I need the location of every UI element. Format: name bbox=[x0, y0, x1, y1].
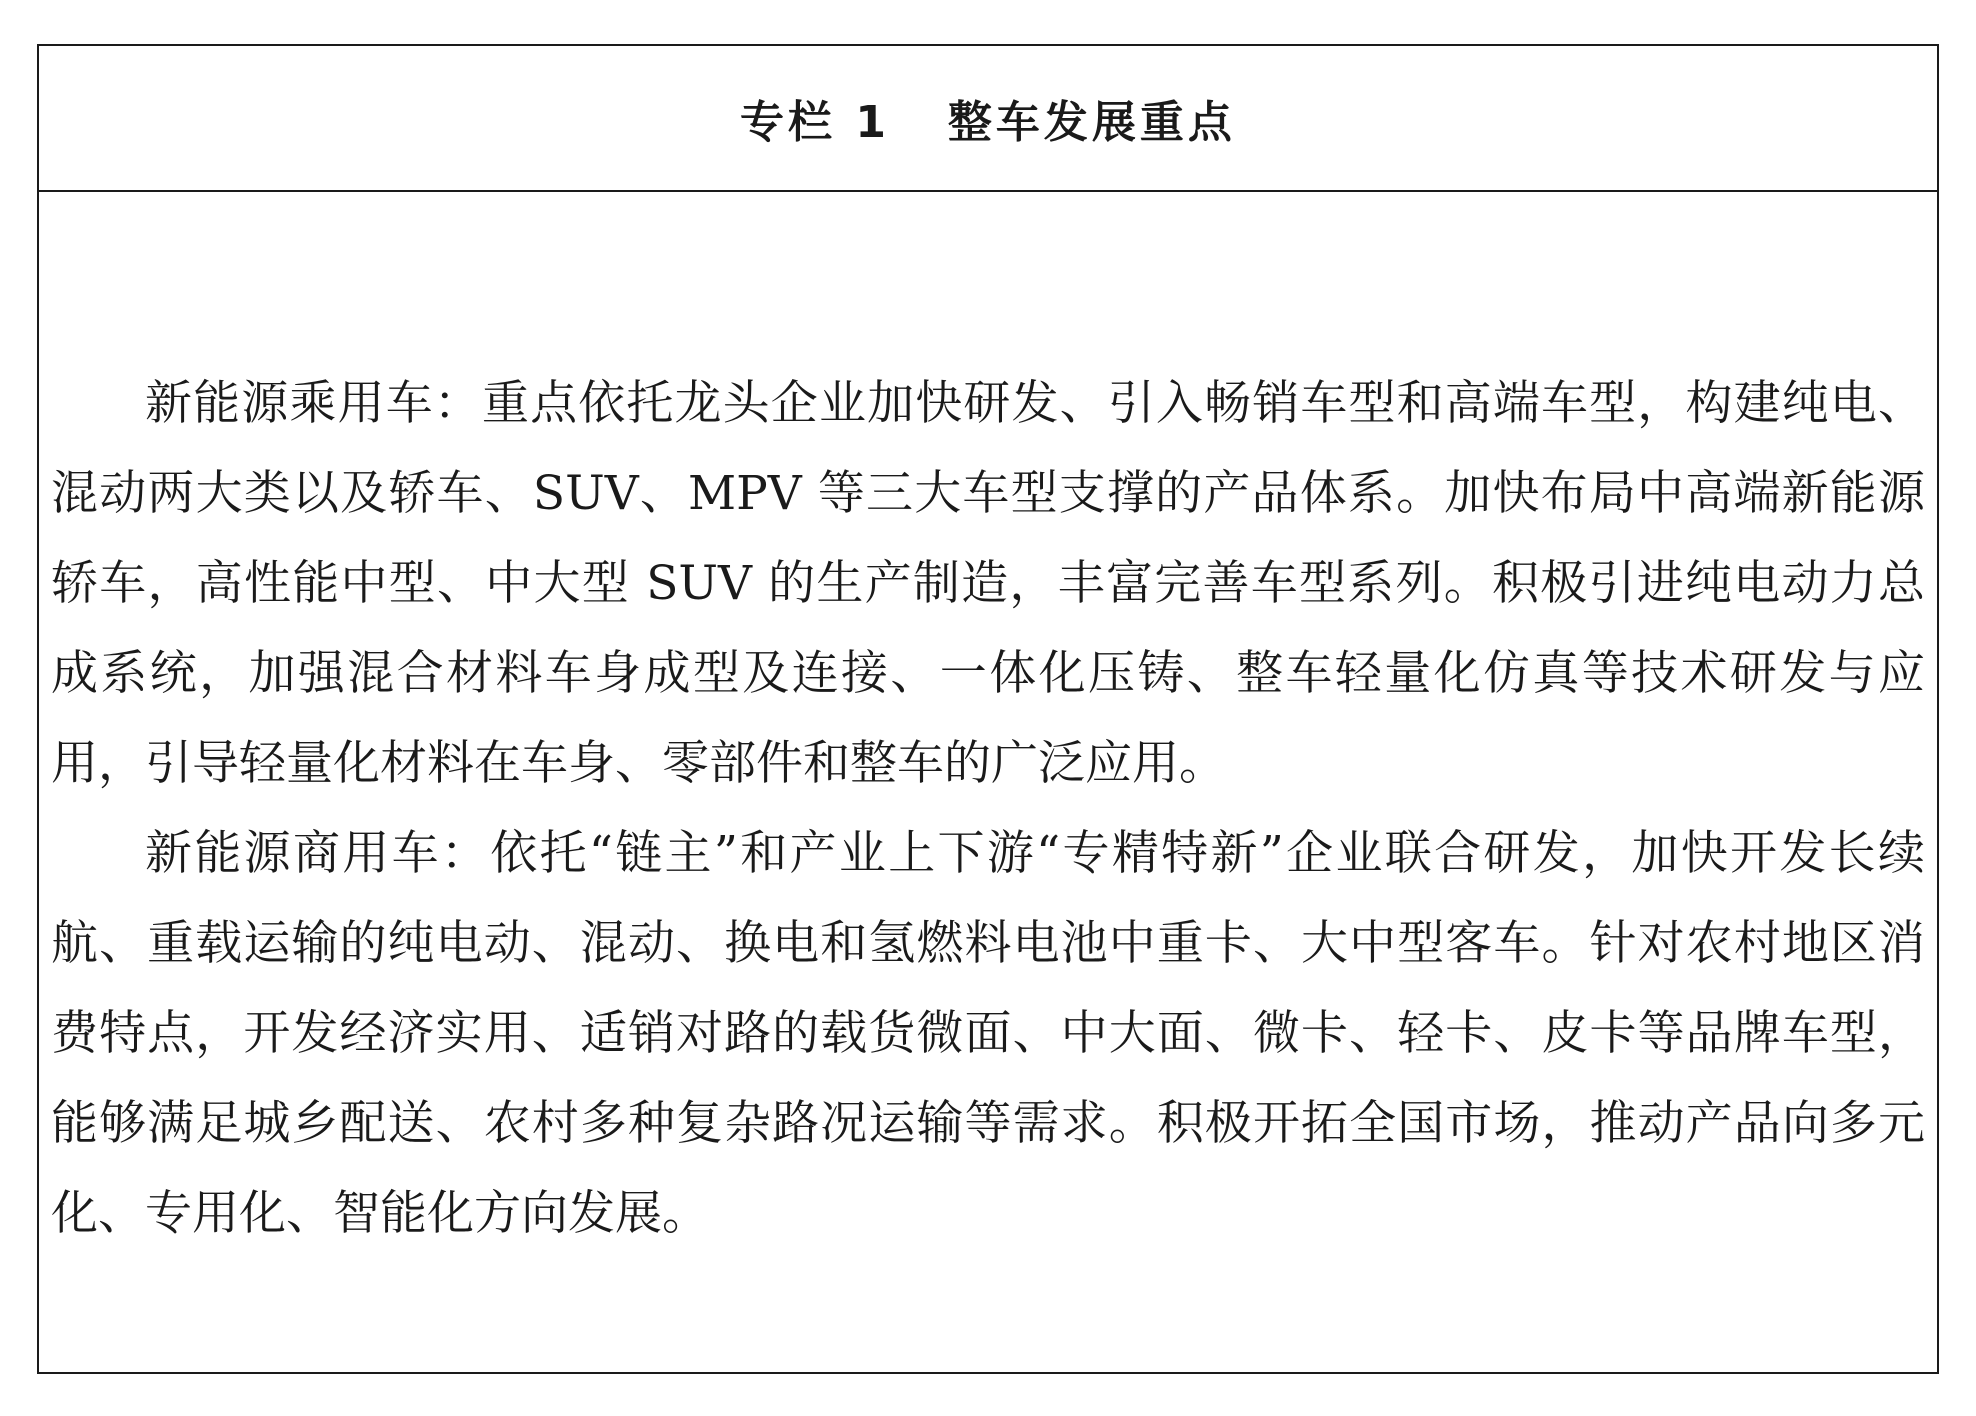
box-title: 专栏 1 整车发展重点 bbox=[740, 97, 1236, 148]
paragraph-commercial-vehicles: 新能源商用车：依托“链主”和产业上下游“专精特新”企业联合研发，加快开发长续航、重载运输的纯电动、混动、换电和氢燃料电池中重卡、大中型客车。针对农村地区消费特点，开发经济实用、适销对路的载货微面、中大面、微卡、轻卡、皮卡等品牌车型，能够满足城乡配送、农村多种复杂路况运输等需求。积极开拓全国市场，推动产品向多元化、专用化、智能化方向发展。 bbox=[51, 826, 1925, 1241]
paragraph-passenger-vehicles: 新能源乘用车：重点依托龙头企业加快研发、引入畅销车型和高端车型，构建纯电、混动两大类以及轿车、SUV、MPV 等三大车型支撑的产品体系。加快布局中高端新能源轿车，高性能中型、中大型 SUV 的生产制造，丰富完善车型系列。积极引进纯电动力总成系统，加强混合材料车身成型及连接、一体化压铸、整车轻量化仿真等技术研发与应用，引导轻量化材料在车身、零部件和整车的广泛应用。 bbox=[51, 376, 1925, 791]
column-box bbox=[37, 44, 1939, 1374]
box-header bbox=[39, 46, 1937, 192]
box-content bbox=[39, 192, 1937, 1259]
